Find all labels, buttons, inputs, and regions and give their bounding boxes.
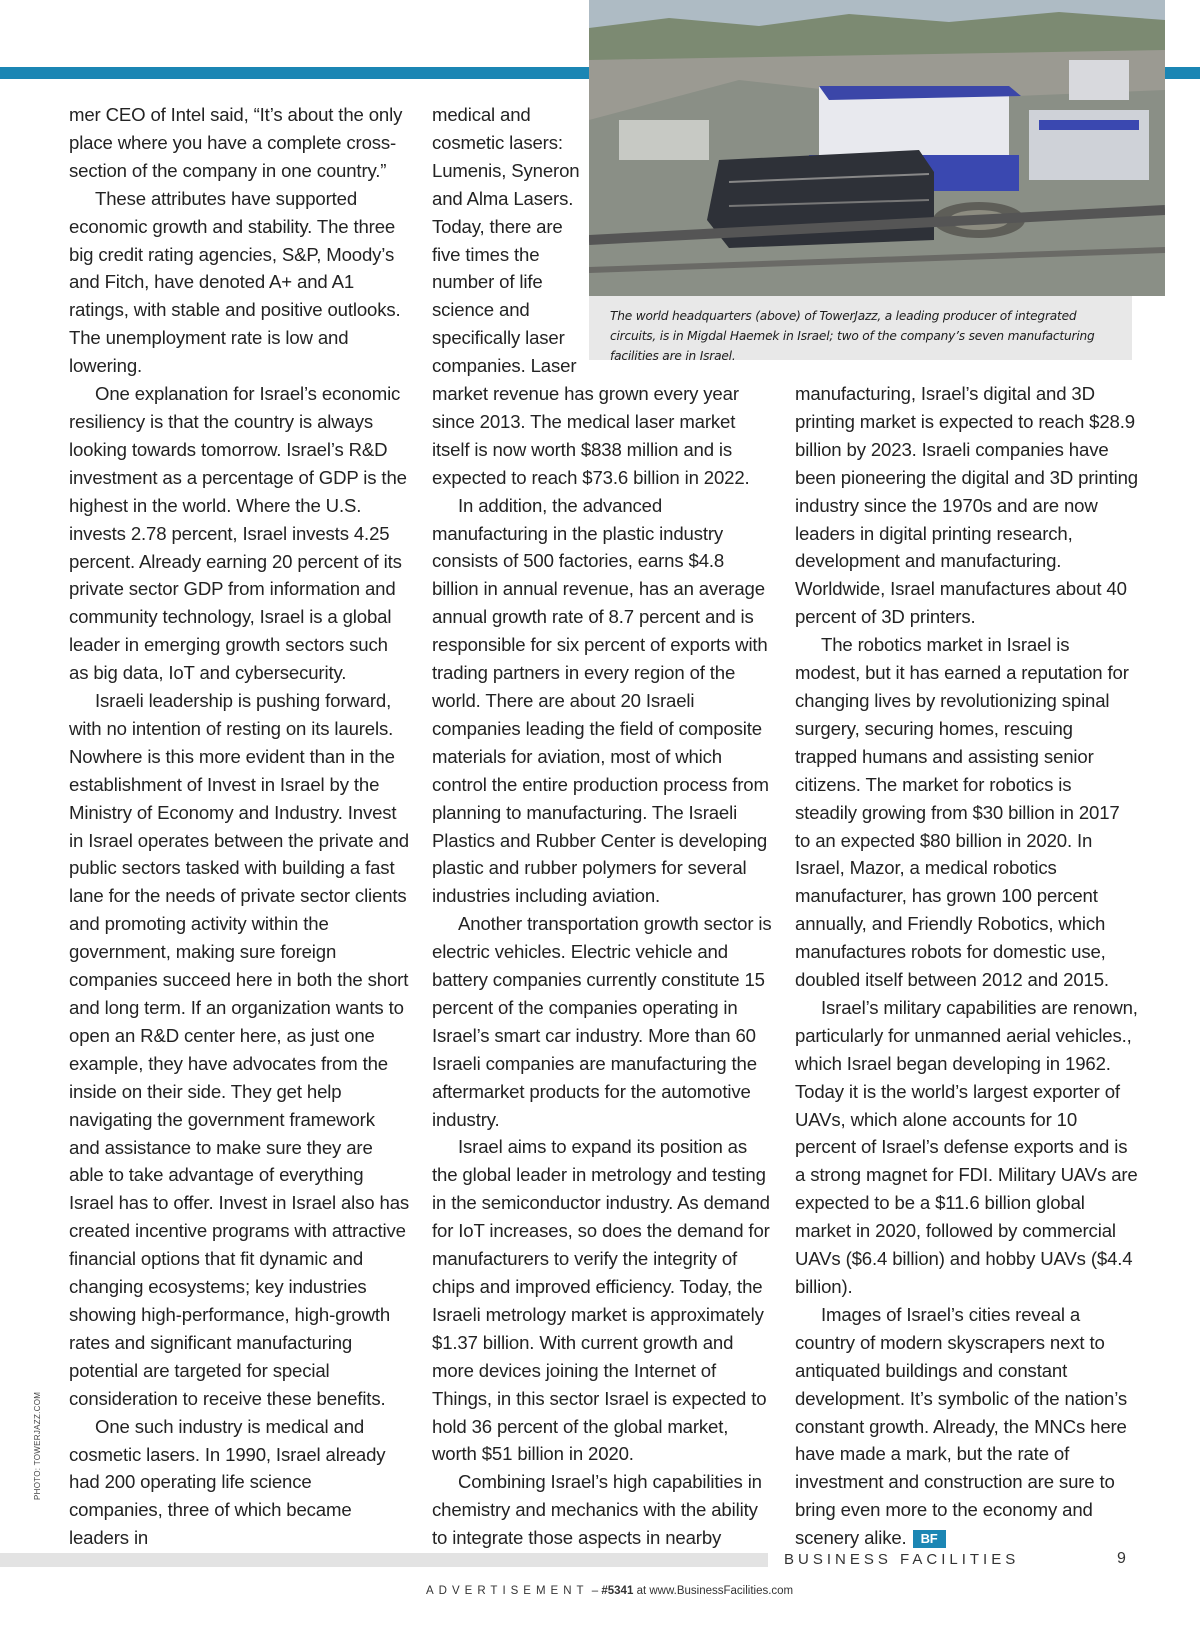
article-column-1 [69,101,410,1552]
advertisement-line [426,1585,793,1597]
paragraph: The robotics market in Israel is modest, but it has earned a reputation for changing lives by revolutionizing spinal surgery, securing homes, rescuing trapped humans and assisting senior citizens. The market for robotics is steadily growing from $30 billion in 2017 to an expected $80 billion in 2020. In Israel, Mazor, a medical robotics manufacturer, has grown 100 percent annually, and Friendly Robotics, which manufactures robots for domestic use, doubled itself between 2012 and 2015. [795,634,1129,991]
article-column-2-narrow [432,101,580,380]
paragraph: medical and cosmetic lasers: Lumenis, Syneron and Alma Lasers. Today, there are five times the number of life science and specifically laser companies. Laser [432,104,580,377]
footer-bar [0,1553,768,1567]
paragraph: These attributes have supported economic growth and stability. The three big credit rating agencies, S&P, Moody’s and Fitch, have denoted A+ and A1 ratings, with stable and positive outlooks. The unemployment rate is low and lowering. [69,187,401,377]
headquarters-photo [589,0,1165,296]
photo-credit: PHOTO: TOWERJAZZ.COM [33,1391,42,1500]
page-number: 9 [1117,1550,1126,1567]
paragraph: One such industry is medical and cosmetic lasers. In 1990, Israel already had 200 operating life science companies, three of which became leaders in [69,1415,386,1549]
paragraph: Combining Israel’s high capabilities in chemistry and mechanics with the ability to integrate those aspects in nearby [432,1471,762,1549]
photo-caption [589,296,1132,363]
paragraph: market revenue has grown every year since 2013. The medical laser market itself is now worth $838 million and is expected to reach $73.6 billion in 2022. [432,383,750,488]
paragraph: Israel aims to expand its position as the global leader in metrology and testing in the semiconductor industry. As demand for IoT increases, so does the demand for manufacturers to verify the integrity of chips and improved efficiency. Today, the Israeli metrology market is approximately $1.37 billion. With current growth and more devices joining the Internet of Things, in this sector Israel is expected to hold 36 percent of the global market, worth $51 billion in 2020. [432,1136,770,1465]
ad-label: ADVERTISEMENT [426,1585,589,1597]
bf-end-logo-icon: BF [913,1530,946,1548]
paragraph: mer CEO of Intel said, “It’s about the only place where you have a complete cross-section of the company in one country.” [69,104,403,181]
ad-code: #5341 [601,1585,634,1597]
paragraph: Images of Israel’s cities reveal a country of modern skyscrapers next to antiquated buildings and constant development. It’s symbolic of the nation’s constant growth. Already, the MNCs here have made a mark, but the rate of investment and construction are sure to bring even more to the economy and scenery alike. [795,1303,1128,1549]
article-column-2 [432,380,772,1552]
paragraph: One explanation for Israel’s economic resiliency is that the country is always looking towards tomorrow. Israel’s R&D investment as a percentage of GDP is the highest in the world. Where the U.S. invests 2.78 percent, Israel invests 4.25 percent. Already earning 20 percent of its private sector GDP from information and community technology, Israel is a global leader in emerging growth sectors such as big data, IoT and cybersecurity. [69,383,407,684]
paragraph: Another transportation growth sector is electric vehicles. Electric vehicle and battery companies currently constitute 15 percent of the companies operating in Israel’s smart car industry. More than 60 Israeli companies are manufacturing the aftermarket products for the automotive industry. [432,913,772,1130]
publication-name: BUSINESS FACILITIES [784,1551,1020,1568]
paragraph: Israeli leadership is pushing forward, with no intention of resting on its laurels. Nowhere is this more evident than in the establishment of Invest in Israel by the Ministry of Economy and Industry. Invest in Israel operates between the private and public sectors tasked with building a fast lane for the needs of private sector clients and promoting activity within the government, making sure foreign companies succeed here in both the short and long term. If an organization wants to open an R&D center here, as just one example, they have advocates from the inside on their side. They get help navigating the government framework and assistance to make sure they are able to take advantage of everything Israel has to offer. Invest in Israel also has created incentive programs with attractive financial options that fit dynamic and changing ecosystems; key industries showing high-performance, high-growth rates and significant manufacturing potential are targeted for special consideration to receive these benefits. [69,690,410,1409]
ad-link[interactable]: at www.BusinessFacilities.com [636,1585,794,1597]
ad-dash: – [591,1585,599,1597]
paragraph: In addition, the advanced manufacturing in the plastic industry consists of 500 factories, earns $4.8 billion in annual revenue, has an average annual growth rate of 8.7 percent and is responsible for six percent of exports with trading partners in every region of the world. There are about 20 Israeli companies leading the field of composite materials for aviation, most of which control the entire production process from planning to manufacturing. The Israeli Plastics and Rubber Center is developing plastic and rubber polymers for several industries including aviation. [432,494,769,907]
paragraph: Israel’s military capabilities are renown, particularly for unmanned aerial vehicles., which Israel began developing in 1962. Today it is the world’s largest exporter of UAVs, which alone accounts for 10 percent of Israel’s defense exports and is a strong magnet for FDI. Military UAVs are expected to be a $11.6 billion global market in 2020, followed by commercial UAVs ($6.4 billion) and hobby UAVs ($4.4 billion). [795,996,1138,1297]
caption-text: The world headquarters (above) of TowerJazz, a leading producer of integrated circuits, is in Migdal Haemek in Israel; two of the company’s seven manufacturing facilities are in Israel. [610,309,1095,363]
paragraph: manufacturing, Israel’s digital and 3D printing market is expected to reach $28.9 billion by 2023. Israeli companies have been pioneering the digital and 3D printing industry since the 1970s and are now leaders in digital printing research, development and manufacturing. Worldwide, Israel manufactures about 40 percent of 3D printers. [795,383,1138,628]
article-column-3 [795,380,1138,1552]
